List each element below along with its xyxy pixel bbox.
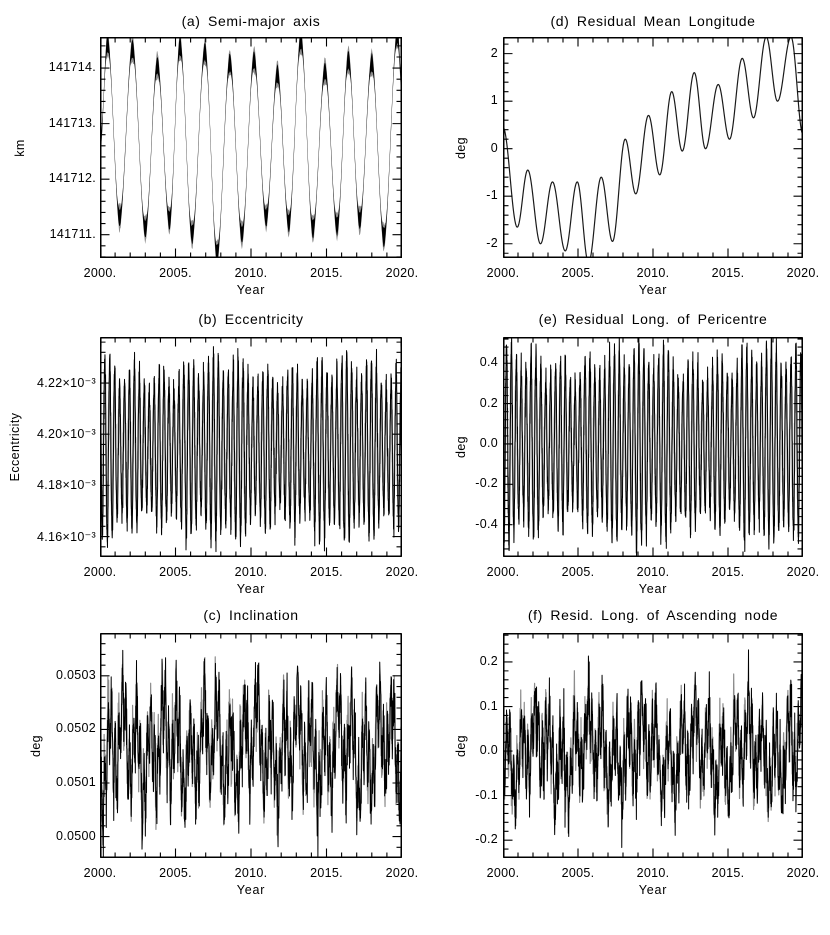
x-axis-label: Year: [236, 283, 266, 297]
y-tick-label: 1: [490, 93, 498, 108]
panel-e-ylabel: deg: [454, 435, 468, 459]
y-tick-label: 141713.: [48, 115, 96, 130]
x-tick-label: 2015.: [310, 866, 343, 880]
panel-c-title: (c) Inclination: [203, 607, 299, 623]
y-tick-label: -0.2: [475, 832, 498, 847]
y-tick-label: -0.2: [475, 476, 498, 491]
y-tick-label: 0.1: [479, 698, 498, 713]
y-tick-label: 0.2: [479, 653, 498, 668]
x-tick-label: 2015.: [310, 565, 343, 579]
x-tick-label: 2015.: [310, 266, 343, 280]
x-axis-label: Year: [638, 883, 668, 897]
panel-e-plot: [503, 337, 803, 557]
x-tick-label: 2000.: [83, 266, 117, 280]
y-tick-label: 0.0503: [55, 667, 96, 682]
x-tick-label: 2005.: [159, 565, 192, 579]
x-tick-label: 2005.: [561, 866, 595, 880]
panel-c-plot: [100, 633, 402, 858]
y-tick-label: 4.18×10⁻³: [37, 478, 96, 493]
x-tick-label: 2000.: [486, 565, 520, 579]
x-tick-label: 2020.: [786, 266, 820, 280]
y-tick-label: 4.20×10⁻³: [37, 427, 96, 442]
panel-f-ylabel: deg: [454, 734, 468, 757]
y-tick-label: 141712.: [48, 171, 96, 186]
x-tick-label: 2000.: [486, 866, 520, 880]
x-tick-label: 2015.: [711, 266, 745, 280]
x-axis-label: Year: [236, 582, 266, 596]
x-tick-label: 2010.: [636, 266, 670, 280]
x-tick-label: 2010.: [636, 866, 670, 880]
panel-d-title: (d) Residual Mean Longitude: [550, 13, 756, 29]
y-tick-label: 0.4: [479, 355, 498, 370]
y-tick-label: 141714.: [48, 60, 96, 75]
x-tick-label: 2010.: [234, 565, 268, 579]
y-tick-label: 0.0: [479, 435, 498, 450]
panel-d-plot: [503, 37, 803, 258]
y-tick-label: 0: [490, 140, 498, 155]
y-tick-label: 0.0: [479, 743, 498, 758]
panel-f-title: (f) Resid. Long. of Ascending node: [527, 607, 779, 623]
x-axis-label: Year: [236, 883, 266, 897]
panel-b-ylabel: Eccentricity: [8, 412, 22, 482]
x-tick-label: 2000.: [83, 565, 117, 579]
y-tick-label: -0.1: [475, 787, 498, 802]
x-tick-label: 2010.: [234, 266, 268, 280]
x-tick-label: 2020.: [786, 866, 820, 880]
y-tick-label: 4.16×10⁻³: [37, 529, 96, 544]
x-tick-label: 2005.: [561, 565, 595, 579]
x-axis-label: Year: [638, 283, 668, 297]
x-tick-label: 2020.: [385, 866, 419, 880]
y-tick-label: -1: [486, 188, 498, 203]
panel-a-plot: [100, 37, 402, 258]
y-tick-label: -2: [486, 235, 498, 250]
panel-f-plot: [503, 633, 803, 858]
panel-e-title: (e) Residual Long. of Pericentre: [538, 311, 768, 327]
y-tick-label: 0.0502: [55, 721, 96, 736]
x-tick-label: 2020.: [385, 565, 419, 579]
x-tick-label: 2015.: [711, 565, 745, 579]
x-tick-label: 2020.: [385, 266, 419, 280]
x-tick-label: 2005.: [159, 266, 192, 280]
y-tick-label: 141711.: [49, 226, 96, 241]
x-tick-label: 2000.: [486, 266, 520, 280]
panel-a-title: (a) Semi-major axis: [181, 13, 321, 29]
x-tick-label: 2005.: [159, 866, 192, 880]
panel-b-title: (b) Eccentricity: [198, 311, 304, 327]
panel-a-ylabel: km: [13, 138, 27, 157]
y-tick-label: 4.22×10⁻³: [37, 376, 96, 391]
x-tick-label: 2020.: [786, 565, 820, 579]
x-tick-label: 2010.: [234, 866, 268, 880]
y-tick-label: 0.0501: [55, 775, 96, 789]
x-tick-label: 2010.: [636, 565, 670, 579]
y-tick-label: -0.4: [475, 516, 498, 531]
panel-c-ylabel: deg: [29, 734, 43, 757]
x-tick-label: 2005.: [561, 266, 595, 280]
panel-d-ylabel: deg: [454, 136, 468, 159]
y-tick-label: 2: [490, 45, 498, 60]
x-tick-label: 2000.: [83, 866, 117, 880]
y-tick-label: 0.0500: [55, 828, 96, 843]
x-tick-label: 2015.: [711, 866, 745, 880]
y-tick-label: 0.2: [479, 395, 498, 410]
panel-b-plot: [100, 337, 402, 557]
x-axis-label: Year: [638, 582, 668, 596]
